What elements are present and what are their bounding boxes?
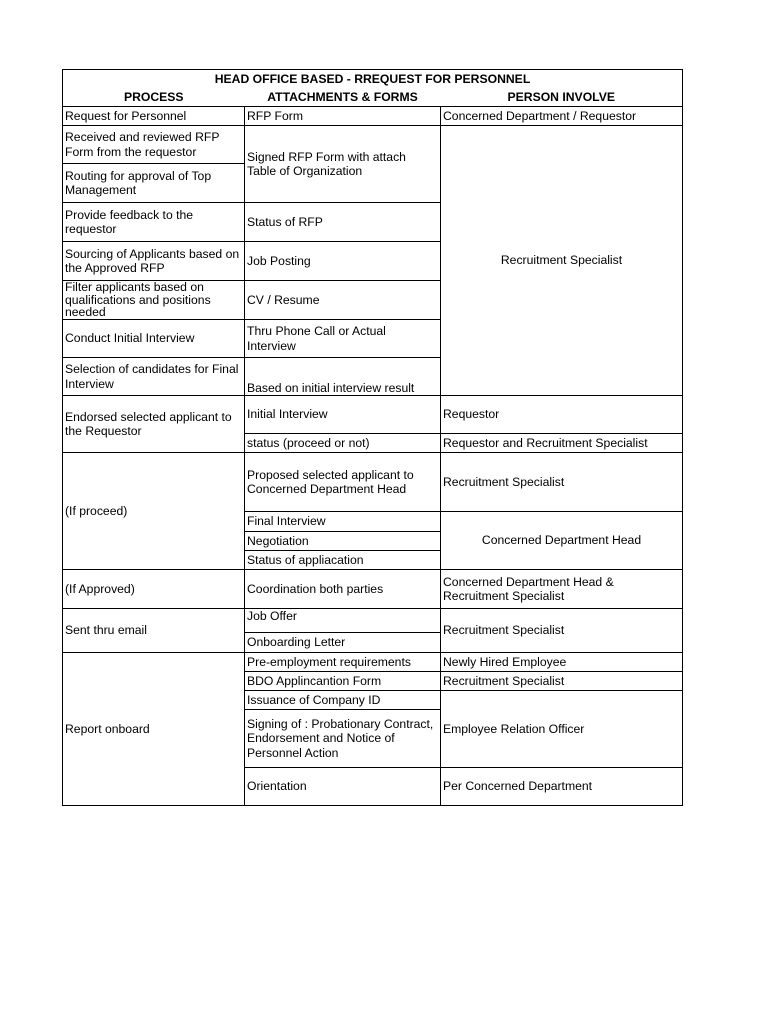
table-row (63, 107, 683, 126)
attachment-signing: Signing of : Probationary Contract, Endorsement and Notice of Personnel Action (245, 710, 441, 768)
table-row (63, 570, 683, 609)
header-attachments: ATTACHMENTS & FORMS (245, 88, 441, 107)
table-title: HEAD OFFICE BASED - RREQUEST FOR PERSONNEL (63, 70, 683, 89)
attachment-based-initial: Based on initial interview result (245, 358, 441, 396)
person-requestor: Requestor (441, 396, 683, 434)
person-employee-relation: Employee Relation Officer (441, 691, 683, 768)
process-if-proceed: (If proceed) (63, 453, 245, 570)
attachment-negotiation: Negotiation (245, 532, 441, 551)
process-if-approved: (If Approved) (63, 570, 245, 609)
attachment-thru-phone: Thru Phone Call or Actual Interview (245, 320, 441, 358)
attachment-onboarding-letter: Onboarding Letter (245, 633, 441, 653)
table-row (63, 453, 683, 512)
person-head-and-rs: Concerned Department Head & Recruitment Specialist (441, 570, 683, 609)
person-recruitment-specialist: Recruitment Specialist (441, 126, 683, 396)
attachment-bdo-form: BDO Applincantion Form (245, 672, 441, 691)
person-concerned-head: Concerned Department Head (441, 512, 683, 570)
attachment-status-application: Status of appliacation (245, 551, 441, 570)
attachment-rfp-form: RFP Form (245, 107, 441, 126)
table-row (63, 396, 683, 434)
person-per-department: Per Concerned Department (441, 768, 683, 806)
process-endorsed: Endorsed selected applicant to the Requestor (63, 396, 245, 453)
attachment-initial-interview: Initial Interview (245, 396, 441, 434)
attachment-pre-employment: Pre-employment requirements (245, 653, 441, 672)
header-person: PERSON INVOLVE (441, 88, 683, 107)
person-newly-hired: Newly Hired Employee (441, 653, 683, 672)
person-rs-bdo: Recruitment Specialist (441, 672, 683, 691)
person-requestor-and-rs: Requestor and Recruitment Specialist (441, 434, 683, 453)
attachment-status-rfp: Status of RFP (245, 203, 441, 242)
table-row (63, 609, 683, 633)
attachment-signed-rfp: Signed RFP Form with attach Table of Organization (245, 126, 441, 203)
person-concerned-requestor: Concerned Department / Requestor (441, 107, 683, 126)
attachment-coordination: Coordination both parties (245, 570, 441, 609)
process-request: Request for Personnel (63, 107, 245, 126)
attachment-orientation: Orientation (245, 768, 441, 806)
process-initial-interview: Conduct Initial Interview (63, 320, 245, 358)
process-received: Received and reviewed RFP Form from the requestor (63, 126, 245, 164)
header-process: PROCESS (63, 88, 245, 107)
process-report-onboard: Report onboard (63, 653, 245, 806)
process-filter: Filter applicants based on qualifications and positions needed (63, 281, 245, 320)
attachment-cv-resume: CV / Resume (245, 281, 441, 320)
process-sent-email: Sent thru email (63, 609, 245, 653)
attachment-job-posting: Job Posting (245, 242, 441, 281)
process-selection: Selection of candidates for Final Interview (63, 358, 245, 396)
attachment-proposed: Proposed selected applicant to Concerned Department Head (245, 453, 441, 512)
person-rs-proposed: Recruitment Specialist (441, 453, 683, 512)
header-row (63, 88, 683, 107)
table-row (63, 653, 683, 672)
attachment-issuance-id: Issuance of Company ID (245, 691, 441, 710)
table-row (63, 126, 683, 164)
process-sourcing: Sourcing of Applicants based on the Approved RFP (63, 242, 245, 281)
attachment-final-interview: Final Interview (245, 512, 441, 532)
attachment-job-offer: Job Offer (245, 609, 441, 633)
process-routing: Routing for approval of Top Management (63, 164, 245, 203)
process-table (62, 69, 683, 806)
attachment-status-proceed: status (proceed or not) (245, 434, 441, 453)
process-feedback: Provide feedback to the requestor (63, 203, 245, 242)
person-rs-email: Recruitment Specialist (441, 609, 683, 653)
